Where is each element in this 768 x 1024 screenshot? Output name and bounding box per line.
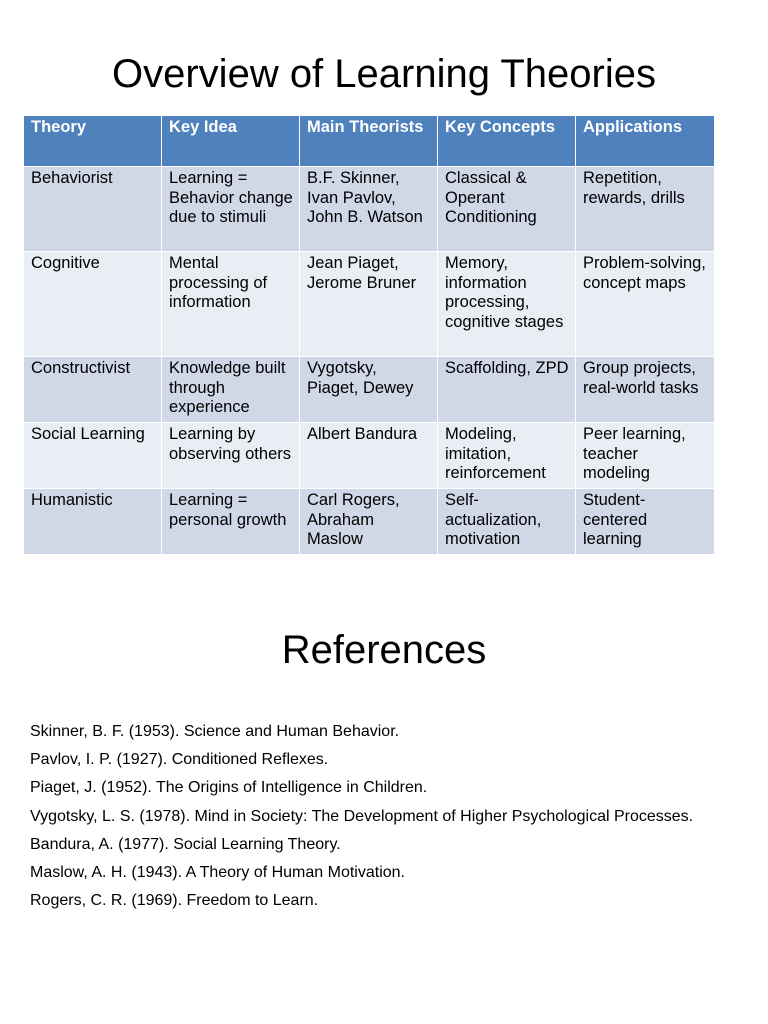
cell-theory: Humanistic — [24, 489, 162, 555]
cell-applications: Problem-solving, concept maps — [576, 252, 715, 357]
header-theory: Theory — [24, 116, 162, 167]
cell-applications: Student-centered learning — [576, 489, 715, 555]
table-header-row — [24, 116, 715, 167]
header-main-theorists: Main Theorists — [300, 116, 438, 167]
cell-key-concepts: Self-actualization, motivation — [438, 489, 576, 555]
table-row-humanistic — [24, 489, 715, 555]
reference-item: Piaget, J. (1952). The Origins of Intelligence in Children. — [30, 779, 428, 797]
table-row-constructivist — [24, 357, 715, 423]
header-key-concepts: Key Concepts — [438, 116, 576, 167]
cell-theory: Constructivist — [24, 357, 162, 423]
table-row-behaviorist — [24, 167, 715, 252]
learning-theories-table — [23, 115, 715, 555]
cell-main-theorists: B.F. Skinner, Ivan Pavlov, John B. Watson — [300, 167, 438, 252]
page-title: Overview of Learning Theories — [112, 52, 656, 96]
cell-theory: Social Learning — [24, 423, 162, 489]
cell-main-theorists: Vygotsky, Piaget, Dewey — [300, 357, 438, 423]
cell-main-theorists: Carl Rogers, Abraham Maslow — [300, 489, 438, 555]
reference-item: Skinner, B. F. (1953). Science and Human Behavior. — [30, 723, 400, 740]
cell-key-idea: Learning by observing others — [162, 423, 300, 489]
cell-key-idea: Mental processing of information — [162, 252, 300, 357]
cell-key-concepts: Memory, information processing, cognitive stages — [438, 252, 576, 357]
reference-item: Vygotsky, L. S. (1978). Mind in Society: The Development of Higher Psychological Processes. — [30, 807, 694, 825]
header-key-idea: Key Idea — [162, 116, 300, 167]
cell-applications: Peer learning, teacher modeling — [576, 423, 715, 489]
cell-theory: Cognitive — [24, 252, 162, 357]
reference-item: Rogers, C. R. (1969). Freedom to Learn. — [30, 892, 319, 910]
cell-theory: Behaviorist — [24, 167, 162, 252]
cell-key-idea: Learning = personal growth — [162, 489, 300, 555]
cell-key-concepts: Scaffolding, ZPD — [438, 357, 576, 423]
cell-main-theorists: Jean Piaget, Jerome Bruner — [300, 252, 438, 357]
cell-main-theorists: Albert Bandura — [300, 423, 438, 489]
cell-applications: Repetition, rewards, drills — [576, 167, 715, 252]
table-row-social-learning — [24, 423, 715, 489]
reference-item: Maslow, A. H. (1943). A Theory of Human Motivation. — [30, 864, 405, 882]
cell-applications: Group projects, real-world tasks — [576, 357, 715, 423]
cell-key-concepts: Classical & Operant Conditioning — [438, 167, 576, 252]
cell-key-idea: Knowledge built through experience — [162, 357, 300, 423]
references-title: References — [281, 628, 487, 672]
cell-key-concepts: Modeling, imitation, reinforcement — [438, 423, 576, 489]
cell-key-idea: Learning = Behavior change due to stimuli — [162, 167, 300, 252]
reference-item: Bandura, A. (1977). Social Learning Theory. — [30, 835, 341, 853]
reference-item: Pavlov, I. P. (1927). Conditioned Reflexes. — [30, 751, 329, 769]
table-row-cognitive — [24, 252, 715, 357]
references-list — [30, 718, 760, 915]
header-applications: Applications — [576, 116, 715, 167]
